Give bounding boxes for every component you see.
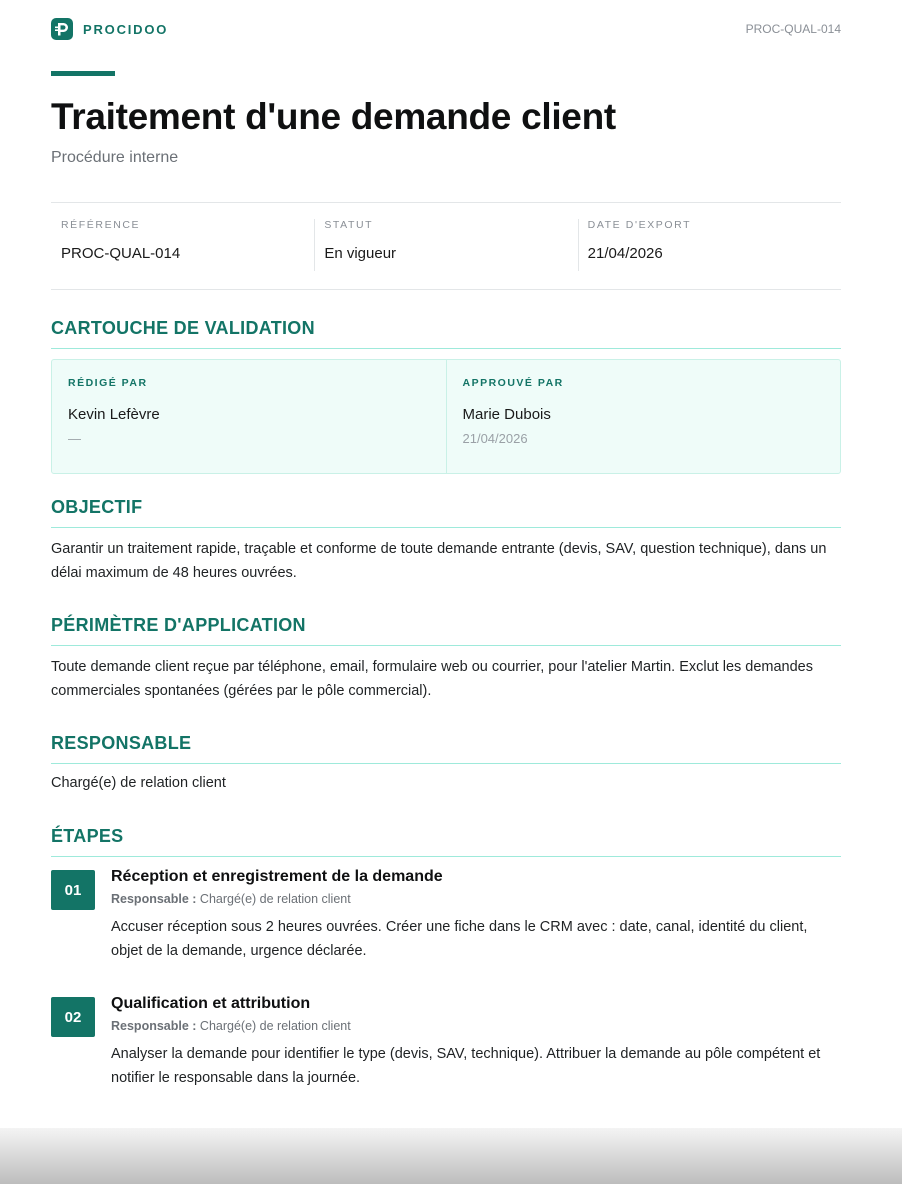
step-item xyxy=(51,868,841,963)
step-responsible-label: Responsable : xyxy=(111,892,197,906)
bottom-scroll-shadow xyxy=(0,1128,902,1184)
brand-name: PROCIDOO xyxy=(83,21,169,37)
meta-value: PROC-QUAL-014 xyxy=(61,245,181,262)
section-title-steps: ÉTAPES xyxy=(51,826,841,857)
step-title: Qualification et attribution xyxy=(111,995,311,1012)
step-number: 01 xyxy=(51,870,95,910)
step-responsible xyxy=(111,892,841,906)
section-title-owner: RESPONSABLE xyxy=(51,733,841,764)
metadata-row xyxy=(51,202,841,290)
validation-panel xyxy=(51,359,841,474)
objective-text: Garantir un traitement rapide, traçable et conforme de toute demande entrante (devis, SAV, question technique), dans un délai maximum de 48 heures ouvrées. xyxy=(51,541,827,581)
validation-name: Kevin Lefèvre xyxy=(68,406,160,423)
meta-export-date xyxy=(578,203,841,289)
step-responsible-label: Responsable : xyxy=(111,1019,197,1033)
page-subtitle: Procédure interne xyxy=(51,149,179,166)
validation-name: Marie Dubois xyxy=(462,406,551,423)
meta-value: 21/04/2026 xyxy=(587,245,663,262)
step-item xyxy=(51,995,841,1090)
meta-label: DATE D'EXPORT xyxy=(587,219,692,231)
validation-written-by xyxy=(52,360,446,473)
document-header xyxy=(51,17,841,41)
step-responsible xyxy=(111,1019,841,1033)
step-responsible-value: Chargé(e) de relation client xyxy=(199,892,351,906)
step-title: Réception et enregistrement de la demande xyxy=(111,868,443,885)
meta-label: RÉFÉRENCE xyxy=(61,219,141,231)
owner-text: Chargé(e) de relation client xyxy=(51,775,226,791)
step-number: 02 xyxy=(51,997,95,1037)
step-description: Analyser la demande pour identifier le type (devis, SAV, technique). Attribuer la demande au pôle compétent et notifier le responsable dans la journée. xyxy=(111,1046,821,1086)
validation-label: RÉDIGÉ PAR xyxy=(68,377,148,389)
step-description: Accuser réception sous 2 heures ouvrées. Créer une fiche dans le CRM avec : date, canal, identité du client, objet de la demande, urgence déclarée. xyxy=(111,919,808,959)
title-accent-bar xyxy=(51,71,115,76)
validation-label: APPROUVÉ PAR xyxy=(462,377,564,389)
validation-date: 21/04/2026 xyxy=(462,431,528,446)
step-responsible-value: Chargé(e) de relation client xyxy=(199,1019,351,1033)
meta-status xyxy=(314,203,577,289)
validation-approved-by xyxy=(446,360,841,473)
page-title: Traitement d'une demande client xyxy=(51,96,616,137)
document-code: PROC-QUAL-014 xyxy=(745,22,841,36)
procidoo-logo-icon xyxy=(51,18,73,40)
meta-value: En vigueur xyxy=(324,245,397,262)
brand xyxy=(51,18,168,40)
section-title-objective: OBJECTIF xyxy=(51,497,841,528)
meta-label: STATUT xyxy=(324,219,374,231)
scope-text: Toute demande client reçue par téléphone, email, formulaire web ou courrier, pour l'atelier Martin. Exclut les demandes commerciales spontanées (gérées par le pôle commercial). xyxy=(51,659,814,699)
step-body xyxy=(111,868,841,963)
step-body xyxy=(111,995,841,1090)
validation-date: — xyxy=(68,431,81,446)
meta-reference xyxy=(51,203,314,289)
section-title-validation: CARTOUCHE DE VALIDATION xyxy=(51,318,841,349)
section-title-scope: PÉRIMÈTRE D'APPLICATION xyxy=(51,615,841,646)
